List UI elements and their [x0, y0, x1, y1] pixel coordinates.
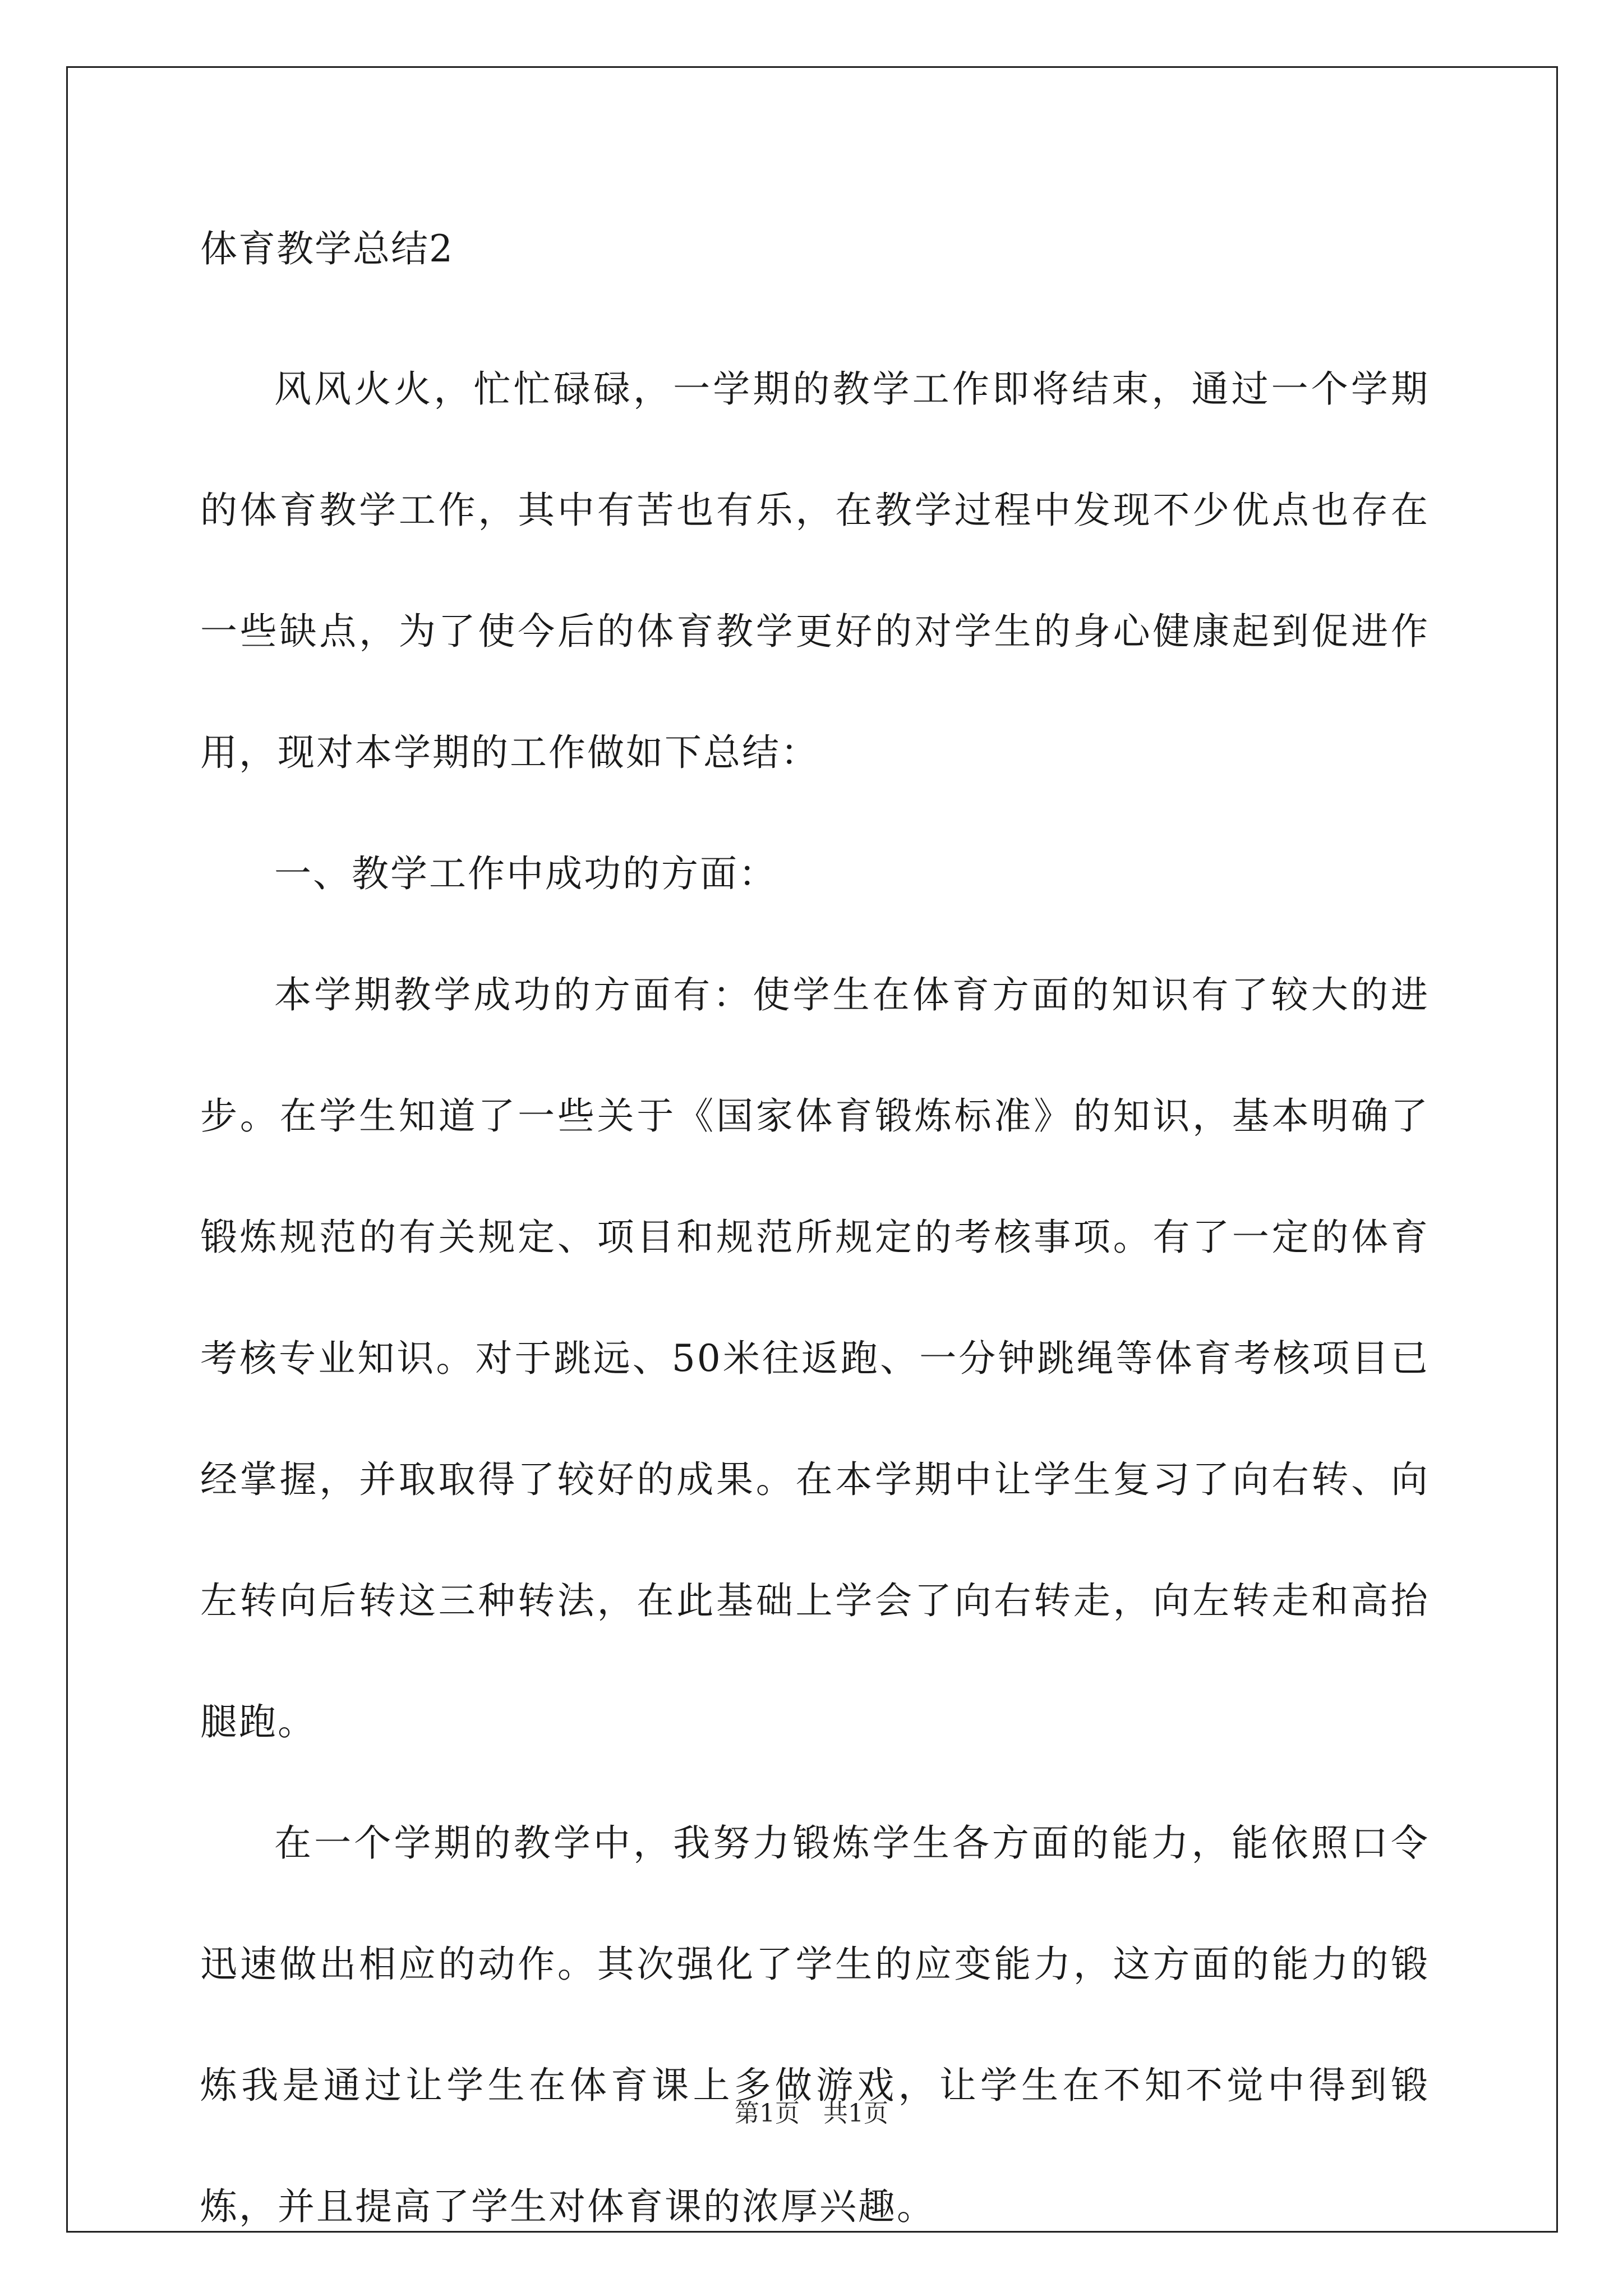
document-title: 体育教学总结2	[200, 227, 454, 270]
paragraph-intro: 风风火火，忙忙碌碌，一学期的教学工作即将结束，通过一个学期的体育教学工作，其中有苦也有乐，在教学过程中发现不少优点也存在一些缺点，为了使今后的体育教学更好的对学生的身心健康起到促进作用，现对本学期的工作做如下总结：	[200, 367, 1430, 774]
paragraph-abilities: 在一个学期的教学中，我努力锻炼学生各方面的能力，能依照口令迅速做出相应的动作。其次强化了学生的应变能力，这方面的能力的锻炼我是通过让学生在体育课上多做游戏，让学生在不知不觉中得到锻炼，并且提高了学生对体育课的浓厚兴趣。	[200, 1821, 1430, 2228]
section-heading: 一、教学工作中成功的方面：	[274, 852, 777, 895]
document-body	[200, 218, 1430, 2267]
page-number-footer: 第1页 共1页	[735, 2099, 888, 2128]
paragraph-success: 本学期教学成功的方面有：使学生在体育方面的知识有了较大的进步。在学生知道了一些关于《国家体育锻炼标准》的知识，基本明确了锻炼规范的有关规定、项目和规范所规定的考核事项。有了一定的体育考核专业知识。对于跳远、50米往返跑、一分钟跳绳等体育考核项目已经掌握，并取取得了较好的成果。在本学期中让学生复习了向右转、向左转向后转这三种转法，在此基础上学会了向右转走，向左转走和高抬腿跑。	[200, 973, 1430, 1743]
